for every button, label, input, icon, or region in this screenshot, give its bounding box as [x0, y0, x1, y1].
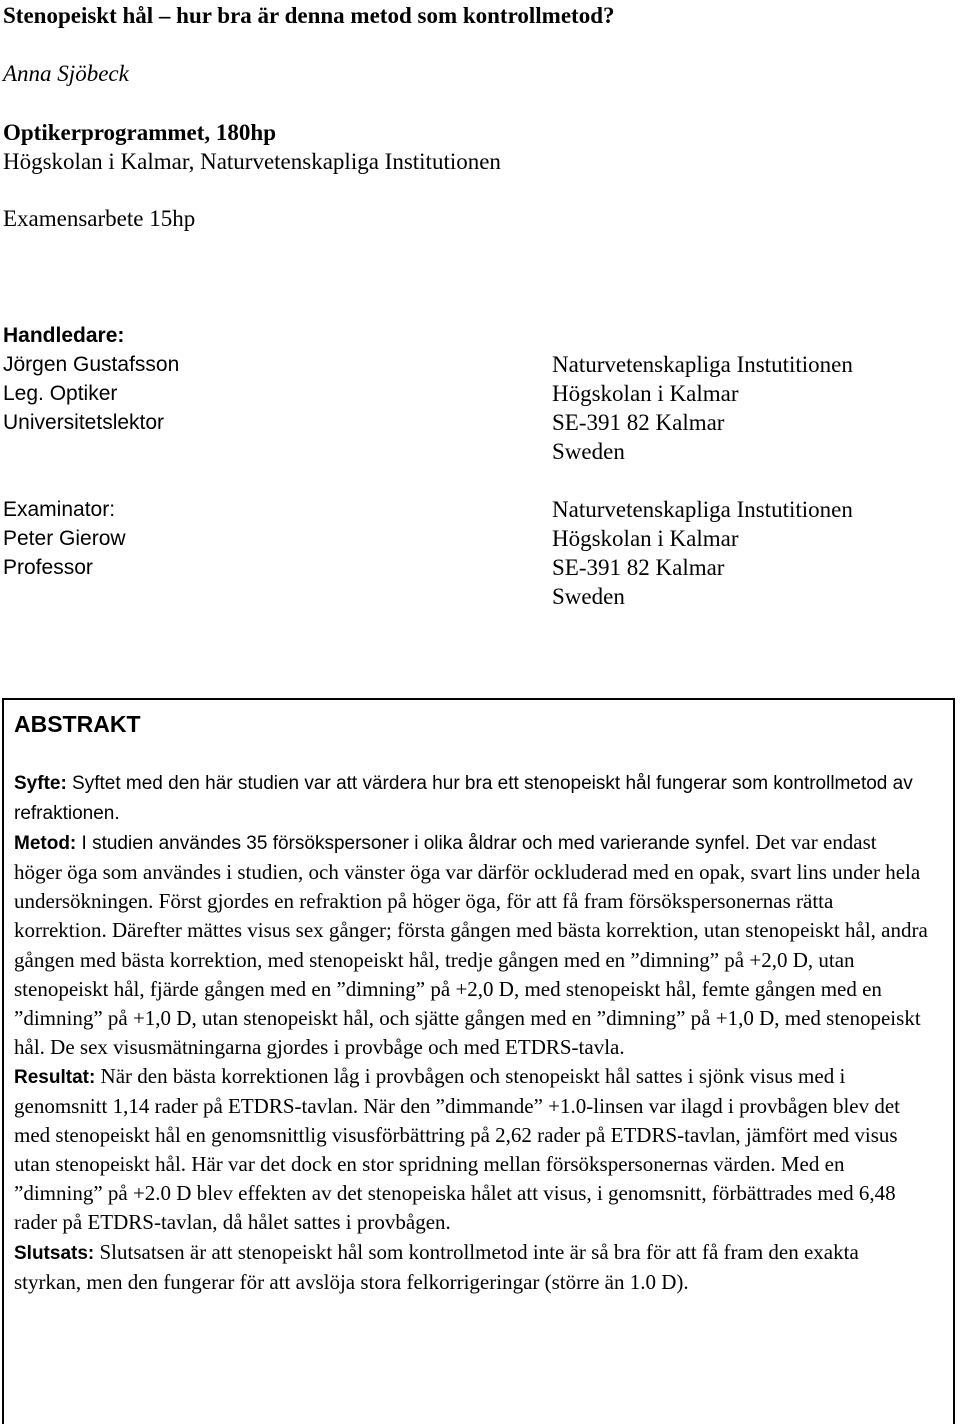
- address-line: Sweden: [552, 439, 625, 464]
- address-line: Högskolan i Kalmar: [552, 381, 739, 406]
- examiner-heading: Examinator:: [3, 498, 116, 521]
- resultat-label: Resultat:: [14, 1066, 96, 1088]
- abstract-box: [2, 698, 955, 1424]
- syfte-label: Syfte:: [14, 773, 67, 794]
- examiner-name: Peter Gierow: [3, 527, 126, 550]
- metod-label: Metod:: [14, 833, 77, 855]
- address-line: Högskolan i Kalmar: [552, 526, 739, 551]
- examiner-title: Professor: [3, 556, 93, 579]
- page-title: Stenopeiskt hål – hur bra är denna metod som kontrollmetod?: [3, 3, 615, 28]
- address-line: SE-391 82 Kalmar: [552, 555, 725, 580]
- supervisor-title-2: Universitetslektor: [3, 411, 165, 434]
- exam-label: Examensarbete 15hp: [3, 206, 196, 231]
- program-name: Optikerprogrammet, 180hp: [3, 120, 277, 145]
- school-name: Högskolan i Kalmar, Naturvetenskapliga Institutionen: [3, 149, 501, 174]
- author-name: Anna Sjöbeck: [3, 61, 129, 86]
- supervisor-name: Jörgen Gustafsson: [3, 353, 180, 376]
- supervisor-title-1: Leg. Optiker: [3, 382, 118, 405]
- syfte-text: Syftet med den här studien var att värdera hur bra ett stenopeiskt hål fungerar som kontrollmetod av refraktionen.: [14, 773, 913, 825]
- resultat-text: När den bästa korrektionen låg i provbågen och stenopeiskt hål sattes i sjönk visus med i genomsnitt 1,14 rader på ETDRS-tavlan. När den ”dimmande” +1.0-linsen var ilagd i provbågen blev det med stenopeiskt hål en genomsnittlig visusförbättring på 2,62 rader på ETDRS-tavlan, jämfört med visus utan stenopeiskt hål. Här var det dock en stor spridning mellan försökspersonernas värden. Med en ”dimning” på +2.0 D blev effekten av det stenopeiska hålet att visus, i genomsnitt, förbättrades med 6,48 rader på ETDRS-tavlan, då hålet sattes i provbågen.: [14, 1063, 901, 1235]
- abstract-resultat: [14, 1062, 929, 1238]
- supervisor-block: [3, 321, 179, 437]
- abstract-syfte: [14, 768, 929, 828]
- metod-text-sans: I studien användes 35 försökspersoner i olika åldrar och med varierande synfel.: [81, 833, 751, 855]
- program-block: [3, 118, 501, 176]
- metod-text: Det var endast höger öga som användes i studien, och vänster öga var därför ockluderad med en opak, svart lins under hela undersökningen. Först gjordes en refraktion på höger öga, för att få fram försökspersonernas rätta korrektion. Därefter mättes visus sex gånger; första gången med bästa korrektion, utan stenopeiskt hål, andra gången med bästa korrektion, med stenopeiskt hål, tredje gången med en ”dimning” på +2,0 D, utan stenopeiskt hål, fjärde gången med en ”dimning” på +2,0 D, med stenopeiskt hål, femte gången med en ”dimning” på +1,0 D, utan stenopeiskt hål, och sjätte gången med en ”dimning” på +1,0 D, med stenopeiskt hål. De sex visusmätningarna gjordes i provbåge och med ETDRS-tavla.: [14, 830, 928, 1059]
- examiner-block: [3, 495, 126, 582]
- supervisor-address: [552, 350, 853, 466]
- abstract-body: [14, 768, 929, 1297]
- abstract-slutsats: [14, 1238, 929, 1297]
- address-line: SE-391 82 Kalmar: [552, 410, 725, 435]
- slutsats-label: Slutsats:: [14, 1242, 95, 1264]
- abstract-heading: ABSTRAKT: [14, 711, 141, 737]
- address-line: Sweden: [552, 584, 625, 609]
- examiner-address: [552, 495, 853, 611]
- supervisor-heading: Handledare:: [3, 324, 125, 347]
- abstract-metod: [14, 828, 929, 1062]
- slutsats-text: Slutsatsen är att stenopeiskt hål som kontrollmetod inte är så bra för att få fram den exakta styrkan, men den fungerar för att avslöja stora felkorrigeringar (större än 1.0 D).: [14, 1239, 859, 1294]
- address-line: Naturvetenskapliga Instutitionen: [552, 352, 853, 377]
- address-line: Naturvetenskapliga Instutitionen: [552, 497, 853, 522]
